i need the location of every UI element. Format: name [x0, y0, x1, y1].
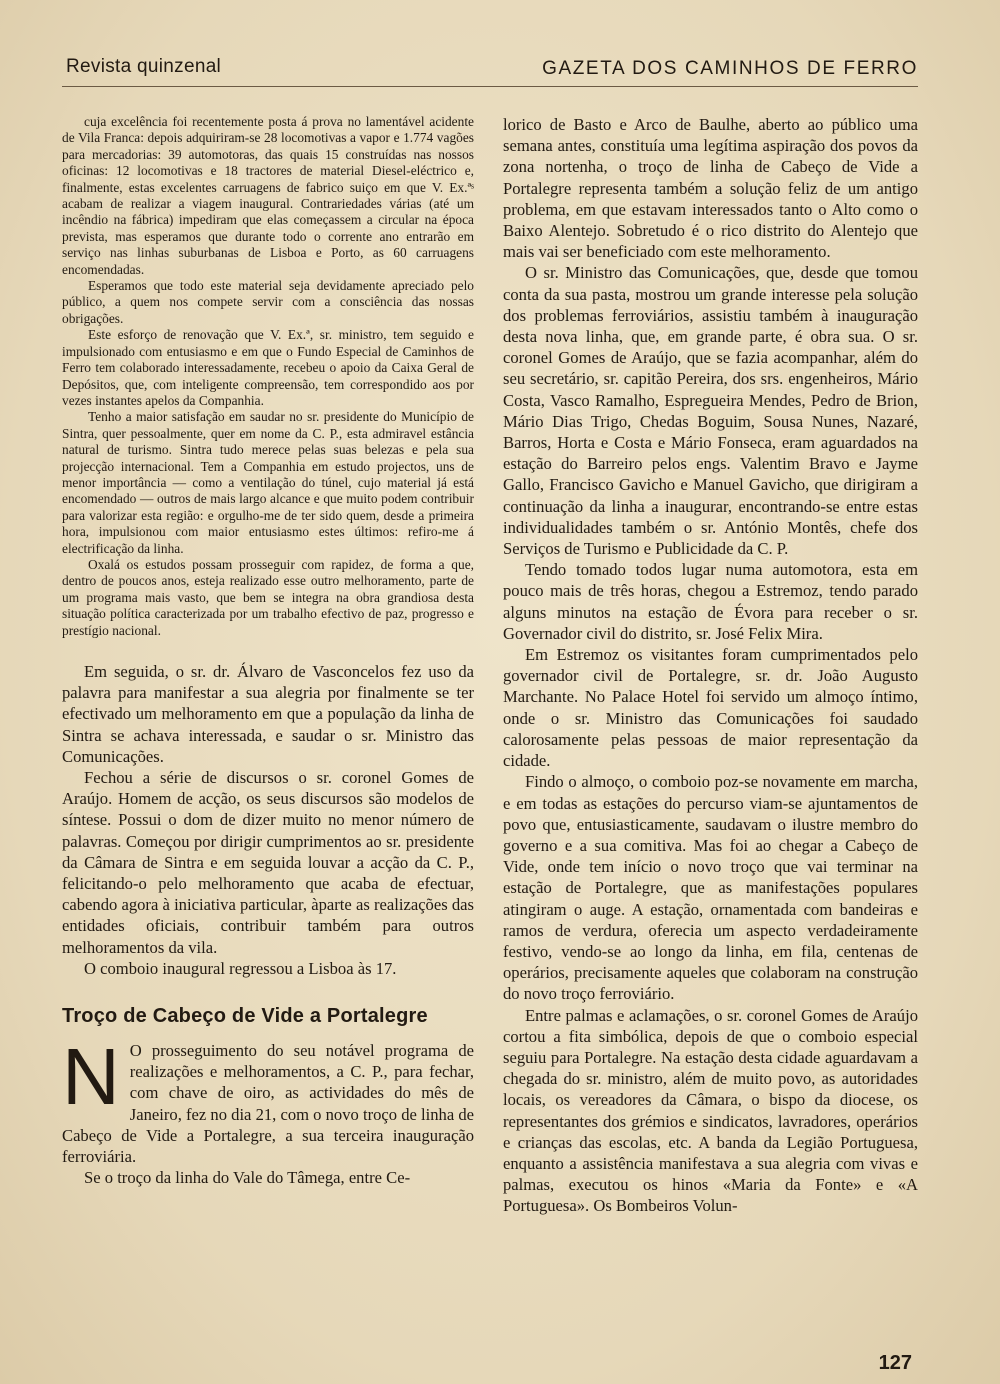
section-first-paragraph	[62, 1032, 474, 1167]
body-paragraph: Em seguida, o sr. dr. Álvaro de Vasconcelos fez uso da palavra para manifestar a sua alegria por finalmente se ter efectivado um melhoramento em que a população da linha de Sintra se achava interessada, e saudar o sr. Ministro das Comunicações.	[62, 662, 474, 766]
body-paragraph: Entre palmas e aclamações, o sr. coronel Gomes de Araújo cortou a fita simbólica, depois de que o comboio especial seguiu para Portalegre. Na estação desta cidade aguardavam a chegada do sr. ministro, além de muito povo, as autoridades locais, os vereadores da Câmara, o bispo da diocese, os representantes dos grémios e sindicatos, lavradores, operários e crianças das escolas, etc. A banda da Legião Portuguesa, enquanto a assistência manifestava a sua alegria com vivas e palmas, executou os hinos «Maria da Fonte» e «A Portuguesa». Os Bombeiros Volun-	[503, 1005, 918, 1216]
header-left-title: Revista quinzenal	[66, 56, 222, 77]
quote-paragraph: cuja excelência foi recentemente posta á prova no lamentável acidente de Vila Franca: depois adquiriram-se 28 locomotivas a vapor e 1.774 vagões para mercadorias: 39 automotoras, das quais 15 construídas nas nossos oficinas: 12 locomotivas e 18 tractores de material Diesel-eléctrico e, finalmente, estas excelentes carruagens de fabrico suiço em que V. Ex.ªˢ acabam de realizar a viagem inaugural. Contrariedades várias (até um incêndio na fábrica) impediram que elas começassem a circular na época prevista, mas esperamos que durante todo o corrente ano entrarão em serviço nas linhas suburbanas de Lisboa e Porto, as 60 carruagens encomendadas.	[62, 114, 474, 277]
section-first-paragraph-text: O prosseguimento do seu notável programa de realizações e melhoramentos, a C. P., para fechar, com chave de oiro, as actividades do mês de Janeiro, fez no dia 21, com o novo troço de linha de Cabeço de Vide a Portalegre, a sua terceira inauguração ferroviária.	[62, 1041, 474, 1167]
quote-paragraph: Tenho a maior satisfação em saudar no sr. presidente do Município de Sintra, quer pessoalmente, quer em nome da C. P., esta admiravel estância natural de turismo. Sintra tudo merece pelas suas belezas e pela sua projecção internacional. Tem a Companhia em estudo projectos, uns de menor importância — como a ventilação do túnel, cujo material já está encomendado — outros de mais largo alcance e que muito podem contribuir para valorizar esta região: e orgulho-me de ter sido quem, desde a primeira hora, impulsionou com maior entusiasmo estes últimos: refiro-me á electrificação da linha.	[62, 409, 474, 556]
body-paragraph: Tendo tomado todos lugar numa automotora, esta em pouco mais de três horas, chegou a Estremoz, tendo parado alguns minutos na estação de Évora para receber o sr. Governador civil do distrito, sr. José Felix Mira.	[503, 560, 918, 643]
speech-quote-block	[62, 114, 474, 639]
body-paragraph: Se o troço da linha do Vale do Tâmega, entre Ce-	[84, 1168, 411, 1188]
right-column	[503, 114, 918, 1217]
body-paragraph: Findo o almoço, o comboio poz-se novamente em marcha, e em todas as estações do percurso viam-se ajuntamentos de povo que, entusiasticamente, saudavam o ilustre membro do governo e a sua comitiva. Mas foi ao chegar a Cabeço de Vide, onde tem início o novo troço que vai terminar na estação de Portalegre, que as manifestações populares atingiram o auge. A estação, ornamentada com bandeiras e ramos de verdura, oferecia um aspecto verdadeiramente festivo, vendo-se ao longo da linha, em fila, centenas de operários, precisamente aqueles que colaboram na construção do novo troço ferroviário.	[503, 772, 918, 1004]
header-right-title: GAZETA DOS CAMINHOS DE FERRO	[542, 58, 918, 79]
quote-paragraph: Esperamos que todo este material seja devidamente apreciado pelo público, a quem nos compete servir com a consciência das nossas obrigações.	[62, 278, 474, 326]
quote-paragraph: Oxalá os estudos possam prosseguir com rapidez, de forma a que, dentro de poucos anos, esteja realizado esse outro melhoramento, parte de um programa mais vasto, que bem se integra na obra grandiosa desta situação política caracterizada por um trabalho efectivo de paz, progresso e prestígio nacional.	[62, 556, 474, 638]
body-paragraph: O sr. Ministro das Comunicações, que, desde que tomou conta da sua pasta, mostrou um grande interesse pela solução dos problemas ferroviários, assistiu também à inauguração desta nova linha, que, em grande parte, é obra sua. O sr. coronel Gomes de Araújo, que se fazia acompanhar, além do seu secretário, sr. capitão Pereira, dos srs. engenheiros, Mário Costa, Vasco Ramalho, Espregueira Mendes, Pedro de Brion, Mário Dias Trigo, Chedas Boguim, Sousa Nunes, Nazaré, Barros, Horta e Costa e Mário Fonseca, eram aguardados na estação do Barreiro pelos engs. Valentim Bravo e Jayme Gallo, Francisco Gavicho e Manuel Gavicho, que dirigiram a continuação da linha a inaugurar, encontrando-se entre estas individualidades também o sr. António Montês, chefe dos Serviços de Turismo e Publicidade da C. P.	[503, 263, 918, 559]
drop-cap-letter: N	[62, 1032, 120, 1122]
body-paragraph: lorico de Basto e Arco de Baulhe, aberto ao público uma semana antes, constituía uma legítima aspiração dos povos da zona nortenha, o troço de linha de Cabeço de Vide a Portalegre representa também a solução feliz de um antigo problema, em que estavam interessados tanto o Alto como o Baixo Alentejo. Sobretudo é o rico distrito do Alentejo que mais vai ser beneficiado com este melhoramento.	[503, 115, 918, 262]
left-body-text	[62, 661, 474, 979]
left-column	[62, 114, 474, 1188]
section-heading: Troço de Cabeço de Vide a Portalegre	[62, 1005, 428, 1028]
section-continuation	[62, 1167, 474, 1188]
quote-paragraph: Este esforço de renovação que V. Ex.ª, sr. ministro, tem seguido e impulsionado com entusiasmo e em que o Fundo Especial de Caminhos de Ferro tem colaborado interessadamente, recebeu o apoio da Caixa Geral de Depósitos, que, com inteligente compreensão, tem correspondido aos por vezes instantes apelos da Companhia.	[62, 327, 474, 408]
page-header	[62, 52, 918, 87]
body-paragraph: O comboio inaugural regressou a Lisboa às 17.	[84, 958, 397, 978]
body-paragraph: Em Estremoz os visitantes foram cumprimentados pelo governador civil de Portalegre, sr. dr. João Augusto Marchante. No Palace Hotel foi servido um almoço íntimo, onde o sr. Ministro das Comunicações foi saudado calorosamente pelas pessoas de maior representação da cidade.	[503, 645, 918, 771]
body-paragraph: Fechou a série de discursos o sr. coronel Gomes de Araújo. Homem de acção, os seus discursos são modelos de síntese. Possui o dom de dizer muito no menor número de palavras. Começou por dirigir cumprimentos ao sr. presidente da Câmara de Sintra e em seguida louvar a acção da C. P., felicitando-o pelo melhoramento que acaba de efectuar, cabendo agora à iniciativa particular, àparte as realizações das entidades oficiais, contribuir também para outros melhoramentos da vila.	[62, 768, 474, 957]
page-number: 127	[878, 1352, 912, 1374]
